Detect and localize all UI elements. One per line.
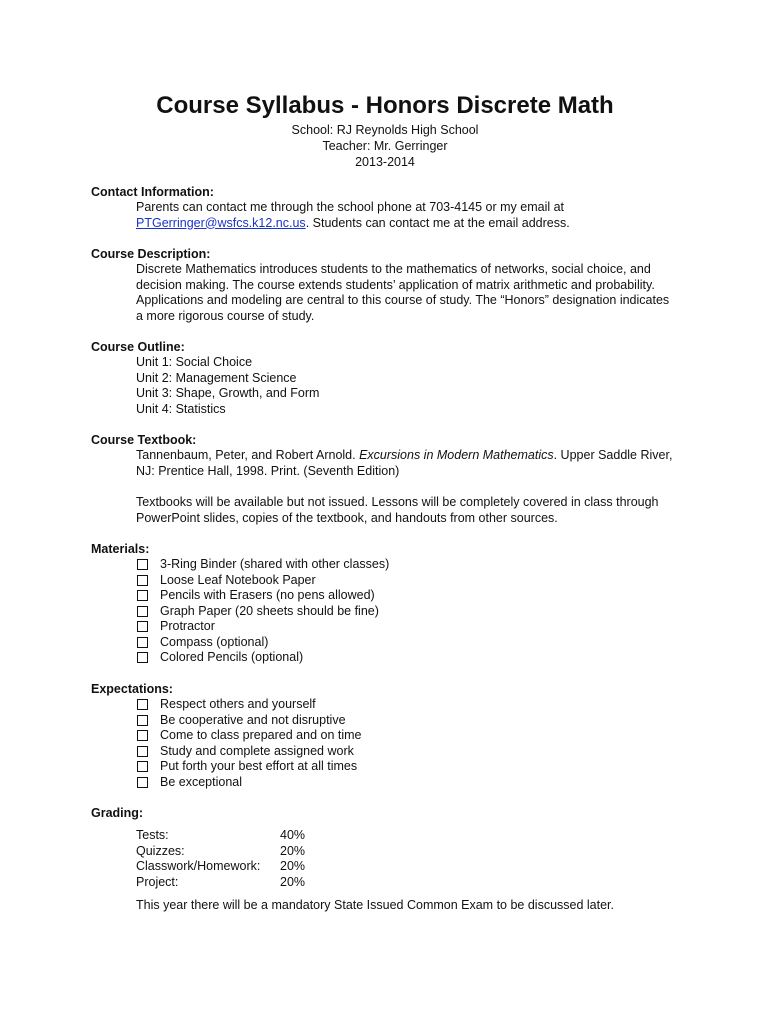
- book-title: Excursions in Modern Mathematics: [359, 448, 554, 462]
- citation-line-2: NJ: Prentice Hall, 1998. Print. (Seventh Edition): [136, 463, 400, 478]
- year-line: 2013-2014: [355, 155, 415, 169]
- description-line: a more rigorous course of study.: [136, 308, 315, 323]
- expectation-label: Be cooperative and not disruptive: [160, 712, 346, 727]
- expectation-item: [136, 759, 691, 775]
- expectation-label: Be exceptional: [160, 774, 243, 789]
- description-line: decision making. The course extends students’ application of matrix arithmetic and probability.: [136, 277, 655, 292]
- grade-value: 20%: [280, 874, 306, 889]
- expectation-item: [136, 775, 691, 791]
- material-label: Colored Pencils (optional): [160, 650, 304, 664]
- email-link[interactable]: PTGerringer@wsfcs.k12.nc.us: [136, 215, 306, 230]
- description-line: Discrete Mathematics introduces students to the mathematics of networks, social choice, and: [136, 262, 651, 276]
- school-line: School: RJ Reynolds High School: [291, 123, 479, 137]
- material-item: [136, 573, 691, 589]
- checkbox[interactable]: [137, 606, 148, 617]
- material-item: [136, 650, 691, 666]
- material-label: Pencils with Erasers (no pens allowed): [160, 588, 375, 602]
- unit-item: Unit 4: Statistics: [136, 401, 226, 416]
- contact-section: [91, 185, 691, 231]
- expectation-item: [136, 728, 691, 744]
- textbook-note-2: PowerPoint slides, copies of the textbook, and handouts from other sources.: [136, 510, 558, 525]
- grade-row: [136, 859, 691, 875]
- material-item: [136, 588, 691, 604]
- checkbox[interactable]: [137, 652, 148, 663]
- grade-value: 40%: [280, 828, 306, 842]
- grade-row: [136, 828, 691, 844]
- contact-line-2: [136, 216, 691, 232]
- grade-label: Classwork/Homework:: [136, 859, 261, 873]
- materials-heading: Materials:: [91, 542, 150, 556]
- expectation-item: [136, 697, 691, 713]
- contact-heading: Contact Information:: [91, 185, 214, 199]
- checkbox[interactable]: [137, 730, 148, 741]
- material-label: Compass (optional): [160, 634, 269, 649]
- material-item: [136, 619, 691, 635]
- checkbox[interactable]: [137, 746, 148, 757]
- grade-row: [136, 844, 691, 860]
- grade-label: Quizzes:: [136, 843, 185, 858]
- textbook-section: [91, 433, 691, 526]
- outline-heading: Course Outline:: [91, 340, 185, 354]
- material-item: [136, 635, 691, 651]
- checkbox[interactable]: [137, 715, 148, 726]
- expectations-heading: Expectations:: [91, 682, 173, 696]
- expectation-label: Study and complete assigned work: [160, 743, 354, 758]
- checkbox[interactable]: [137, 699, 148, 710]
- expectation-label: Put forth your best effort at all times: [160, 759, 358, 773]
- checkbox[interactable]: [137, 559, 148, 570]
- expectations-section: [91, 682, 691, 790]
- checkbox[interactable]: [137, 590, 148, 601]
- material-label: Graph Paper (20 sheets should be fine): [160, 603, 379, 618]
- material-item: [136, 557, 691, 573]
- checkbox[interactable]: [137, 637, 148, 648]
- checkbox[interactable]: [137, 777, 148, 788]
- grade-label: Tests:: [136, 828, 169, 842]
- materials-section: [91, 542, 691, 666]
- citation-authors: Tannenbaum, Peter, and Robert Arnold.: [136, 448, 360, 462]
- grade-value: 20%: [280, 859, 306, 873]
- contact-line-2-rest: . Students can contact me at the email address.: [305, 215, 570, 230]
- grade-row: [136, 875, 691, 891]
- material-label: Protractor: [160, 619, 215, 633]
- description-line: Applications and modeling are central to this course of study. The “Honors” designation indicates: [136, 293, 670, 307]
- expectation-item: [136, 744, 691, 760]
- material-label: 3-Ring Binder (shared with other classes): [160, 557, 390, 571]
- expectation-item: [136, 713, 691, 729]
- textbook-note-1: Textbooks will be available but not issued. Lessons will be completely covered in class through: [136, 495, 659, 509]
- grading-heading: Grading:: [91, 806, 144, 820]
- checkbox[interactable]: [137, 575, 148, 586]
- citation-line-1: [136, 448, 691, 464]
- textbook-heading: Course Textbook:: [91, 433, 197, 447]
- grade-value: 20%: [280, 843, 306, 858]
- expectation-label: Come to class prepared and on time: [160, 728, 362, 742]
- grading-section: [91, 806, 691, 914]
- unit-item: Unit 3: Shape, Growth, and Form: [136, 386, 320, 400]
- grading-note: This year there will be a mandatory State Issued Common Exam to be discussed later.: [136, 898, 615, 912]
- contact-line-1: Parents can contact me through the school phone at 703-4145 or my email at: [136, 200, 565, 214]
- unit-item: Unit 1: Social Choice: [136, 355, 253, 369]
- teacher-line: Teacher: Mr. Gerringer: [322, 139, 448, 153]
- outline-section: [91, 340, 691, 417]
- grade-label: Project:: [136, 874, 179, 889]
- material-label: Loose Leaf Notebook Paper: [160, 572, 316, 587]
- description-section: [91, 247, 691, 324]
- citation-publisher: . Upper Saddle River,: [553, 448, 673, 462]
- description-heading: Course Description:: [91, 247, 211, 261]
- expectation-label: Respect others and yourself: [160, 697, 316, 711]
- page-title: Course Syllabus - Honors Discrete Math: [156, 92, 614, 119]
- checkbox[interactable]: [137, 761, 148, 772]
- material-item: [136, 604, 691, 620]
- unit-item: Unit 2: Management Science: [136, 370, 297, 385]
- checkbox[interactable]: [137, 621, 148, 632]
